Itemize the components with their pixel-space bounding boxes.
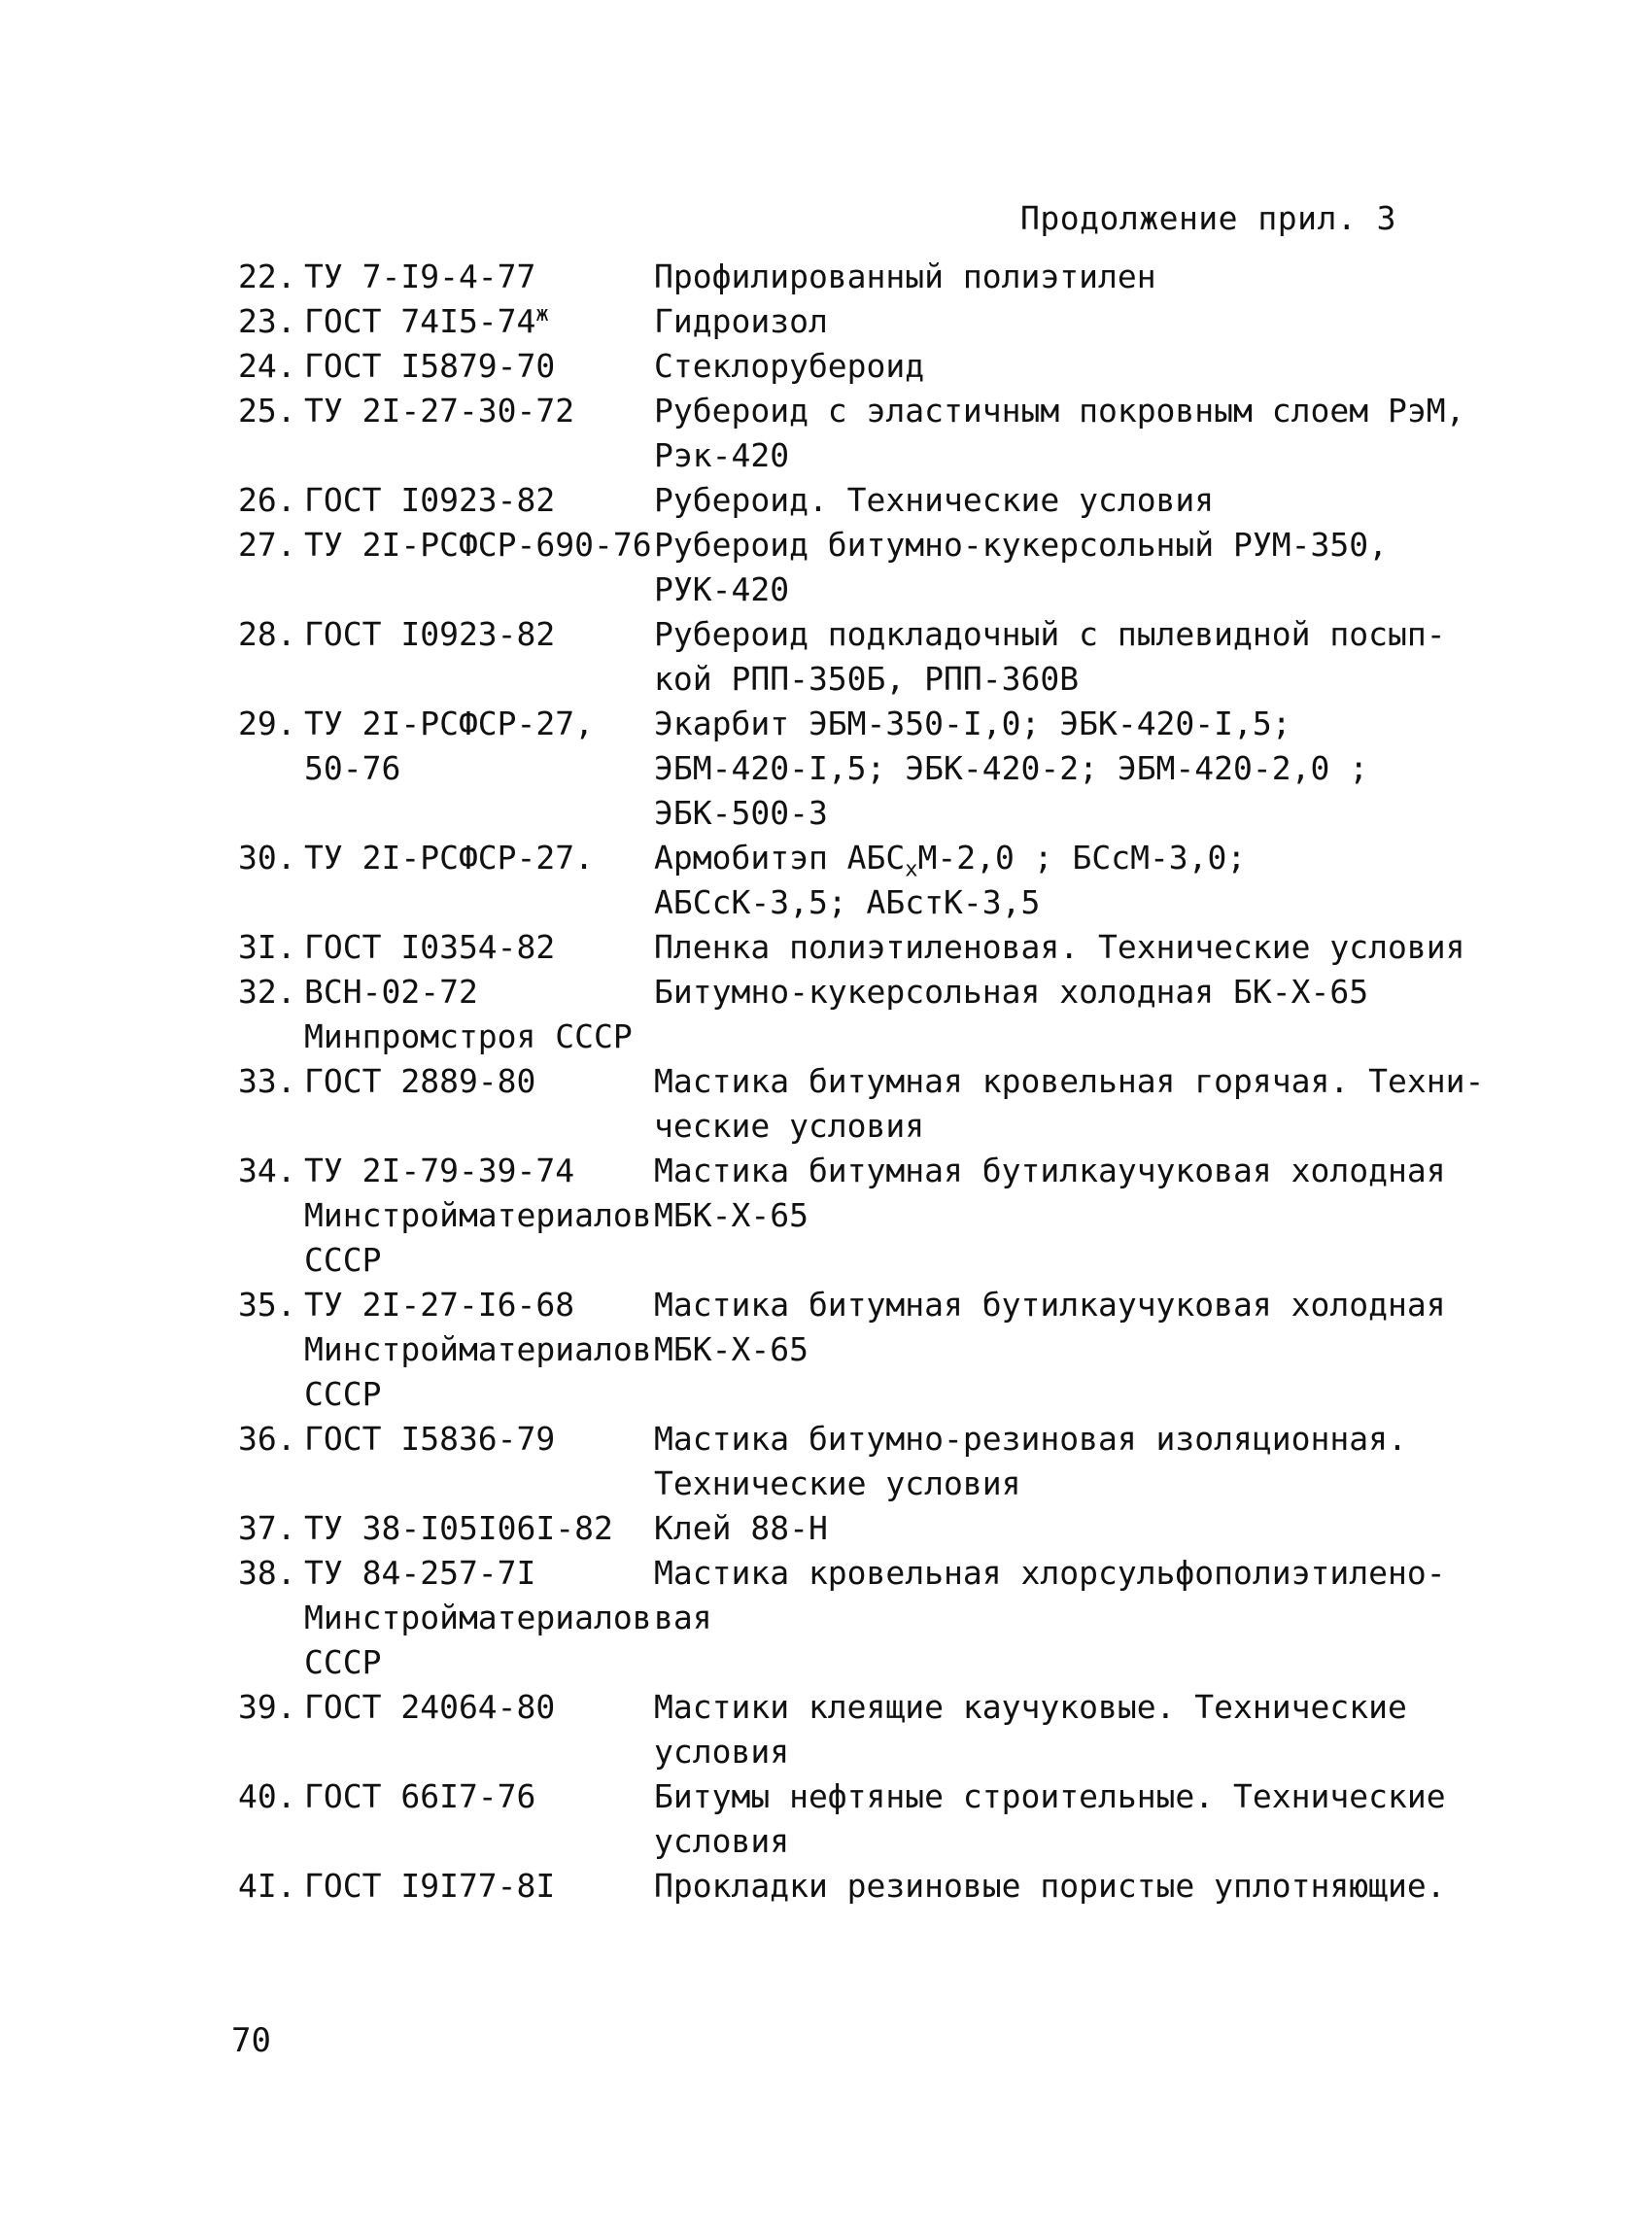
item-number: 33. [238,1062,296,1100]
item-description [654,523,1441,612]
item-number: 35. [238,1286,296,1324]
item-description [654,702,1441,836]
item-description [654,1685,1441,1774]
code-line: СССР [304,1643,382,1681]
item-description [654,255,1441,299]
code-line: ТУ 2I-РСФСР-27, [304,705,595,742]
description-line: Прокладки резиновые пористые уплотняющие. [654,1867,1446,1905]
code-line: ВСН-02-72 [304,973,478,1011]
code-line: ГОСТ I0923-82 [304,481,556,519]
description-line: вая [654,1599,712,1636]
code-superscript: ж [535,302,549,327]
description-subscript: x [905,857,918,882]
item-code [304,1685,654,1774]
item-description [654,478,1441,523]
description-line: Рубероид подкладочный с пылевидной посып- [654,615,1446,653]
description-line: РУК-420 [654,570,790,608]
code-line: ГОСТ 2889-80 [304,1062,536,1100]
item-number: 4I. [238,1867,296,1905]
item-number: 40. [238,1777,296,1815]
item-number: 39. [238,1688,296,1726]
item-code [304,836,654,925]
description-line: ческие условия [654,1107,925,1145]
item-number: 23. [238,302,296,340]
item-code [304,344,654,389]
list-item [238,1417,1443,1506]
item-description [654,1149,1446,1283]
item-code [304,1774,654,1864]
item-number: 37. [238,1509,296,1547]
description-line: Пленка полиэтиленовая. Технические условия [654,928,1465,966]
item-number: 22. [238,258,296,295]
description-line: Битумы нефтяные строительные. Технические [654,1777,1446,1815]
description-line: Гидроизол [654,302,828,340]
description-line: Мастика битумная бутилкаучуковая холодная [654,1152,1446,1189]
item-code [304,1149,654,1283]
item-code [304,1059,654,1149]
code-line: ТУ 2I-27-30-72 [304,392,575,430]
item-number: 3I. [238,928,296,966]
description-line: ЭБК-500-3 [654,794,828,832]
item-code [304,1283,654,1417]
description-text: М-2,0 ; БСсМ-3,0; [917,839,1247,877]
item-code [304,1551,654,1685]
item-code [304,255,654,299]
item-code [304,1864,654,1909]
code-line: ГОСТ I5836-79 [304,1420,556,1458]
description-line: АБСсК-3,5; АБстК-3,5 [654,883,1041,921]
code-line: ТУ 2I-79-39-74 [304,1152,575,1189]
item-description [654,836,1441,925]
item-description [654,1283,1446,1417]
item-number: 29. [238,705,296,742]
list-item [238,299,1443,344]
page-number: 70 [231,2021,271,2060]
description-line: Клей 88-Н [654,1509,828,1547]
item-code [304,1506,654,1551]
item-number: 25. [238,392,296,430]
continuation-header: Продолжение прил. 3 [1020,199,1396,237]
item-number: 28. [238,615,296,653]
item-number: 27. [238,526,296,564]
list-item [238,925,1465,970]
description-line: Рубероид. Технические условия [654,481,1215,519]
item-number: 26. [238,481,296,519]
code-text: ГОСТ 74I5-74 [304,302,536,340]
description-line: МБК-Х-65 [654,1330,809,1368]
item-description [654,612,1446,702]
description-line: Рубероид битумно-кукерсольный РУМ-350, [654,526,1388,564]
item-description [654,299,1441,344]
item-description [654,1506,1441,1551]
code-line: ГОСТ I0354-82 [304,928,556,966]
item-code [304,1417,654,1506]
description-line: МБК-Х-65 [654,1196,809,1234]
description-text: Армобитэп АБС [654,839,906,877]
list-item [238,970,1443,1059]
list-item [238,1059,1485,1149]
description-line [654,836,1441,880]
item-description [654,1417,1441,1506]
item-code [304,925,654,970]
item-description [654,344,1441,389]
description-line: Мастика битумно-резиновая изоляционная. [654,1420,1407,1458]
item-description [654,1059,1485,1149]
item-code [304,523,654,612]
item-number: 34. [238,1152,296,1189]
code-line: Минстройматериалов [304,1196,652,1234]
description-line: Стеклорубероид [654,347,925,385]
item-code [304,970,654,1059]
list-item [238,1685,1443,1774]
item-description [654,925,1465,970]
standards-list [238,255,1485,1909]
item-number: 36. [238,1420,296,1458]
description-line: условия [654,1822,790,1860]
item-description [654,1774,1446,1864]
list-item [238,1283,1446,1417]
code-line: ТУ 7-I9-4-77 [304,258,536,295]
description-line: Рубероид с эластичным покровным слоем РэМ, [654,392,1465,430]
code-line: Минстройматериалов [304,1330,652,1368]
list-item [238,1864,1446,1909]
description-line: Битумно-кукерсольная холодная БК-Х-65 [654,973,1369,1011]
list-item [238,344,1443,389]
description-line: кой РПП-350Б, РПП-360В [654,660,1080,698]
description-line: Профилированный полиэтилен [654,258,1156,295]
item-code [304,299,654,344]
description-line: условия [654,1733,790,1771]
code-line: Минпромстроя СССР [304,1017,633,1055]
code-line [304,299,654,344]
description-line: Мастика кровельная хлорсульфополиэтилено- [654,1554,1446,1592]
code-line: ТУ 2I-РСФСР-690-76 [304,526,652,564]
description-line: ЭБМ-420-I,5; ЭБК-420-2; ЭБМ-420-2,0 ; [654,749,1369,787]
list-item [238,612,1446,702]
description-line: Технические условия [654,1464,1021,1502]
list-item [238,1149,1446,1283]
description-line: Экарбит ЭБМ-350-I,0; ЭБК-420-I,5; [654,705,1291,742]
item-description [654,389,1465,478]
code-line: ГОСТ I5879-70 [304,347,556,385]
description-line: Мастика битумная бутилкаучуковая холодная [654,1286,1446,1324]
code-line: ТУ 2I-РСФСР-27. [304,839,595,877]
code-line: ГОСТ I9I77-8I [304,1867,556,1905]
code-line: ТУ 2I-27-I6-68 [304,1286,575,1324]
code-line: ТУ 38-I05I06I-82 [304,1509,613,1547]
item-description [654,1864,1446,1909]
description-line: Мастики клеящие каучуковые. Технические [654,1688,1407,1726]
list-item [238,389,1465,478]
code-line: СССР [304,1375,382,1413]
item-code [304,478,654,523]
code-line: 50-76 [304,749,401,787]
code-line: ГОСТ I0923-82 [304,615,556,653]
item-description [654,1551,1446,1685]
list-item [238,478,1443,523]
list-item [238,1506,1443,1551]
list-item [238,702,1443,836]
item-description [654,970,1441,1059]
description-line: Мастика битумная кровельная горячая. Техни- [654,1062,1485,1100]
code-line: ГОСТ 24064-80 [304,1688,556,1726]
code-line: ТУ 84-257-7I [304,1554,536,1592]
item-code [304,389,654,478]
item-number: 32. [238,973,296,1011]
list-item [238,255,1443,299]
item-code [304,702,654,836]
list-item [238,1774,1446,1864]
item-number: 38. [238,1554,296,1592]
description-line: Рэк-420 [654,436,790,474]
code-line: ГОСТ 66I7-76 [304,1777,536,1815]
item-code [304,612,654,702]
code-line: СССР [304,1241,382,1279]
list-item [238,836,1443,925]
item-number: 24. [238,347,296,385]
list-item [238,1551,1446,1685]
list-item [238,523,1443,612]
code-line: Минстройматериалов [304,1599,652,1636]
item-number: 30. [238,839,296,877]
